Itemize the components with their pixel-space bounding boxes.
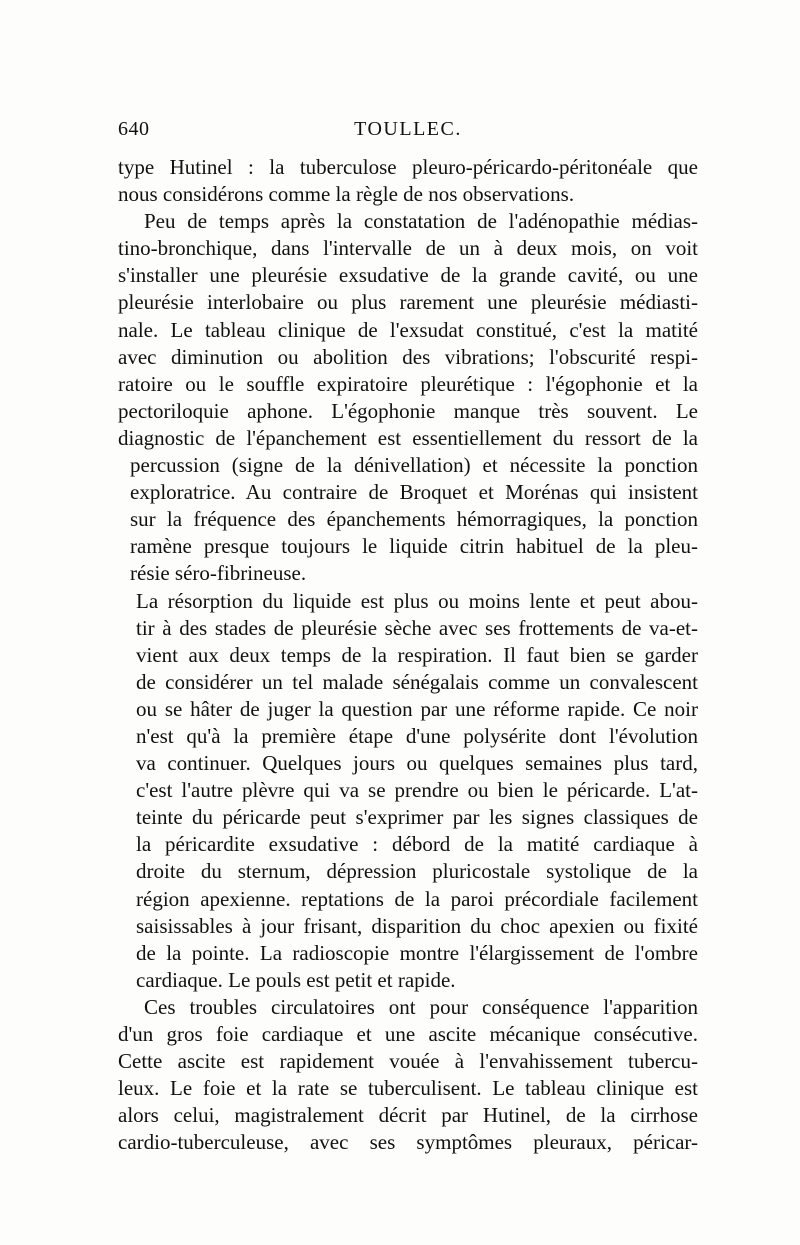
text-line: ou se hâter de juger la question par une réforme rapide. Ce noir [136, 696, 698, 721]
text-line: exploratrice. Au contraire de Broquet et Morénas qui insistent [130, 480, 698, 505]
text-line: de la pointe. La radioscopie montre l'élargissement de l'ombre [136, 940, 698, 965]
text-line: n'est qu'à la première étape d'une polysérite dont l'évolution [136, 723, 698, 748]
text-line: cardiaque. Le pouls est petit et rapide. [136, 967, 456, 992]
text-line: tir à des stades de pleurésie sèche avec ses frottements de va-et- [136, 615, 698, 640]
text-line: Ces troubles circulatoires ont pour conséquence l'apparition [144, 994, 698, 1019]
text-line: ratoire ou le souffle expiratoire pleurétique : l'égophonie et la [118, 371, 698, 396]
text-line: diagnostic de l'épanchement est essentiellement du ressort de la [118, 425, 698, 450]
running-title: TOULLEC. [354, 118, 462, 140]
text-line: Peu de temps après la constatation de l'adénopathie médias- [144, 209, 698, 234]
text-line: Cette ascite est rapidement vouée à l'envahissement tubercu- [118, 1049, 698, 1074]
text-line: région apexienne. reptations de la paroi précordiale facilement [136, 886, 698, 911]
text-line: ramène presque toujours le liquide citrin habituel de la pleu- [130, 534, 698, 559]
running-head [118, 118, 698, 146]
text-line: droite du sternum, dépression pluricostale systolique de la [136, 859, 698, 884]
text-line: nale. Le tableau clinique de l'exsudat constitué, c'est la matité [118, 317, 698, 342]
text-line: va continuer. Quelques jours ou quelques semaines plus tard, [136, 751, 698, 776]
text-line: saisissables à jour frisant, disparition du choc apexien ou fixité [136, 913, 698, 938]
text-line: percussion (signe de la dénivellation) et nécessite la ponction [130, 453, 698, 478]
text-line: teinte du péricarde peut s'exprimer par les signes classiques de [136, 805, 698, 830]
text-line: s'installer une pleurésie exsudative de la grande cavité, ou une [118, 263, 698, 288]
text-line: pectoriloquie aphone. L'égophonie manque très souvent. Le [118, 398, 698, 423]
text-line: La résorption du liquide est plus ou moins lente et peut abou- [136, 588, 698, 613]
text-line: type Hutinel : la tuberculose pleuro-péricardo-péritonéale que [118, 155, 698, 179]
page-number: 640 [118, 118, 150, 140]
text-line: pleurésie interlobaire ou plus rarement une pleurésie médiasti- [118, 290, 698, 315]
text-line: nous considérons comme la règle de nos observations. [118, 182, 575, 207]
text-line: avec diminution ou abolition des vibrations; l'obscurité respi- [118, 344, 698, 369]
text-line: vient aux deux temps de la respiration. Il faut bien se garder [136, 642, 698, 667]
text-line: la péricardite exsudative : débord de la matité cardiaque à [136, 832, 698, 857]
text-line: résie séro-fibrineuse. [130, 561, 307, 586]
text-line: leux. Le foie et la rate se tuberculisent. Le tableau clinique est [118, 1076, 698, 1101]
body-text [118, 154, 698, 1156]
text-line: de considérer un tel malade sénégalais comme un convalescent [136, 669, 698, 694]
text-line: c'est l'autre plèvre qui va se prendre ou bien le péricarde. L'at- [136, 778, 698, 803]
text-line: sur la fréquence des épanchements hémorragiques, la ponction [130, 507, 698, 532]
text-line: alors celui, magistralement décrit par Hutinel, de la cirrhose [118, 1103, 698, 1128]
text-line: cardio-tuberculeuse, avec ses symptômes pleuraux, péricar- [118, 1130, 698, 1155]
text-line: tino-bronchique, dans l'intervalle de un à deux mois, on voit [118, 236, 698, 261]
text-line: d'un gros foie cardiaque et une ascite mécanique consécutive. [118, 1022, 698, 1046]
